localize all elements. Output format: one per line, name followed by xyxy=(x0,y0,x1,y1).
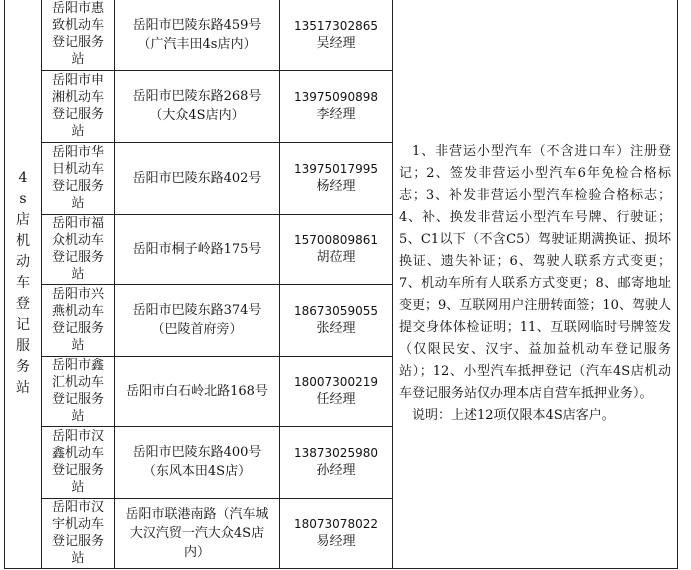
phone-number: 15700809861 xyxy=(294,233,378,247)
contact-person: 任经理 xyxy=(316,392,356,407)
station-address-cell: 岳阳市巴陵东路459号（广汽丰田4s店内） xyxy=(115,0,280,70)
category-label: 4s店机动车登记服务站 xyxy=(16,170,30,397)
services-cell xyxy=(393,0,678,568)
station-address-cell: 岳阳市巴陵东路402号 xyxy=(115,142,280,214)
contact-person: 孙经理 xyxy=(316,463,356,478)
station-contact-cell xyxy=(280,284,393,356)
station-address-cell: 岳阳市联港南路（汽车城大汉汽贸一汽大众4S店内） xyxy=(115,498,280,568)
contact-person: 胡莅理 xyxy=(316,250,356,265)
station-contact-cell xyxy=(280,0,393,70)
station-name-cell: 岳阳市申湘机动车登记服务站 xyxy=(42,70,115,142)
station-name-cell: 岳阳市惠致机动车登记服务站 xyxy=(42,0,115,70)
station-contact-cell xyxy=(280,142,393,214)
station-address-cell: 岳阳市桐子岭路175号 xyxy=(115,214,280,284)
station-name-cell: 岳阳市汉鑫机动车登记服务站 xyxy=(42,426,115,498)
services-list: 1、非营运小型汽车（不含进口车）注册登记；2、签发非营运小型汽车6年免检合格标志；3、补发非营运小型汽车检验合格标志；4、补、换发非营运小型汽车号牌、行驶证；5、C1以下（不含C5）驾驶证期满换证、损坏换证、遗失补证；6、驾驶人联系方式变更；7、机动车所有人联系方式变更；8、邮寄地址变更；9、互联网用户注册转面签；10、驾驶人提交身体体检证明；11、互联网临时号牌签发（仅限民安、汉宇、益加益机动车登记服务站）；12、小型汽车抵押登记（汽车4S店机动车登记服务站仅办理本店自营车抵押业务）。 xyxy=(399,143,671,401)
station-address-cell: 岳阳市巴陵东路374号（巴陵首府旁） xyxy=(115,284,280,356)
station-contact-cell xyxy=(280,426,393,498)
phone-number: 13975017995 xyxy=(294,162,378,176)
contact-person: 吴经理 xyxy=(316,35,356,51)
phone-number: 18073078022 xyxy=(294,517,378,531)
station-address-cell: 岳阳市巴陵东路400号（东风本田4S店） xyxy=(115,426,280,498)
station-name-cell: 岳阳市鑫汇机动车登记服务站 xyxy=(42,356,115,426)
station-address-cell: 岳阳市巴陵东路268号（大众4S店内） xyxy=(115,70,280,142)
station-contact-cell xyxy=(280,356,393,426)
phone-number: 13517302865 xyxy=(294,18,378,33)
table-row xyxy=(5,0,678,70)
station-table xyxy=(4,0,678,569)
station-contact-cell xyxy=(280,214,393,284)
station-address-cell: 岳阳市白石岭北路168号 xyxy=(115,356,280,426)
contact-person: 杨经理 xyxy=(316,179,356,194)
station-name-cell: 岳阳市福众机动车登记服务站 xyxy=(42,214,115,284)
station-name-cell: 岳阳市汉宇机动车登记服务站 xyxy=(42,498,115,568)
contact-person: 张经理 xyxy=(316,321,356,336)
contact-person: 李经理 xyxy=(316,107,356,122)
phone-number: 18673059055 xyxy=(294,304,378,318)
phone-number: 13975090898 xyxy=(294,90,378,104)
station-name-cell: 岳阳市兴燕机动车登记服务站 xyxy=(42,284,115,356)
station-contact-cell xyxy=(280,498,393,568)
phone-number: 13873025980 xyxy=(294,446,378,460)
services-note: 说明：上述12项仅限本4S店客户。 xyxy=(412,407,615,423)
category-cell xyxy=(5,0,42,568)
contact-person: 易经理 xyxy=(316,534,356,549)
phone-number: 18007300219 xyxy=(294,375,378,389)
station-contact-cell xyxy=(280,70,393,142)
station-name-cell: 岳阳市华日机动车登记服务站 xyxy=(42,142,115,214)
